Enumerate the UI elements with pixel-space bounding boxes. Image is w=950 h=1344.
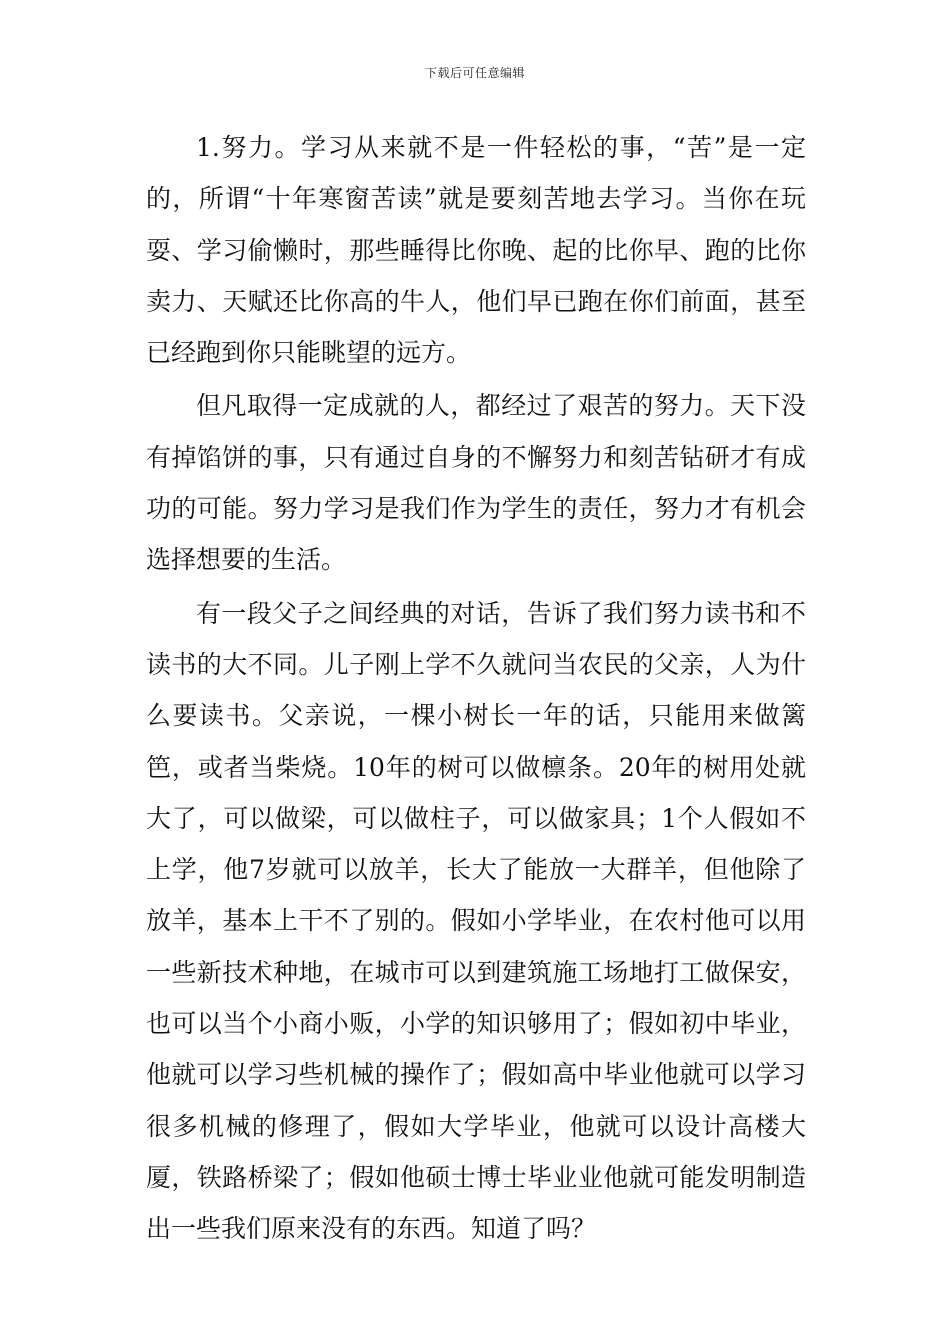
paragraph-1: 1.努力。学习从来就不是一件轻松的事，“苦”是一定的，所谓“十年寒窗苦读”就是要刻苦地去学习。当你在玩耍、学习偷懒时，那些睡得比你晚、起的比你早、跑的比你卖力、天赋还比你高的牛人，他们早已跑在你们前面，甚至已经跑到你只能眺望的远方。: [146, 133, 806, 368]
document-body: [146, 122, 806, 1255]
paragraph-3: 有一段父子之间经典的对话，告诉了我们努力读书和不读书的大不同。儿子刚上学不久就问当农民的父亲，人为什么要读书。父亲说，一棵小树长一年的话，只能用来做篱笆，或者当柴烧。10年的树可以做檩条。20年的树用处就大了，可以做梁，可以做柱子，可以做家具；1个人假如不上学，他7岁就可以放羊，长大了能放一大群羊，但他除了放羊，基本上干不了别的。假如小学毕业，在农村他可以用一些新技术种地，在城市可以到建筑施工场地打工做保安，也可以当个小商小贩，小学的知识够用了；假如初中毕业，他就可以学习些机械的操作了；假如高中毕业他就可以学习很多机械的修理了，假如大学毕业，他就可以设计高楼大厦，铁路桥梁了；假如他硕士博士毕业业他就可能发明制造出一些我们原来没有的东西。知道了吗？: [146, 598, 806, 1244]
page-header: 下载后可任意编辑: [424, 66, 525, 80]
paragraph-2: 但凡取得一定成就的人，都经过了艰苦的努力。天下没有掉馅饼的事，只有通过自身的不懈努力和刻苦钻研才有成功的可能。努力学习是我们作为学生的责任，努力才有机会选择想要的生活。: [146, 391, 806, 575]
